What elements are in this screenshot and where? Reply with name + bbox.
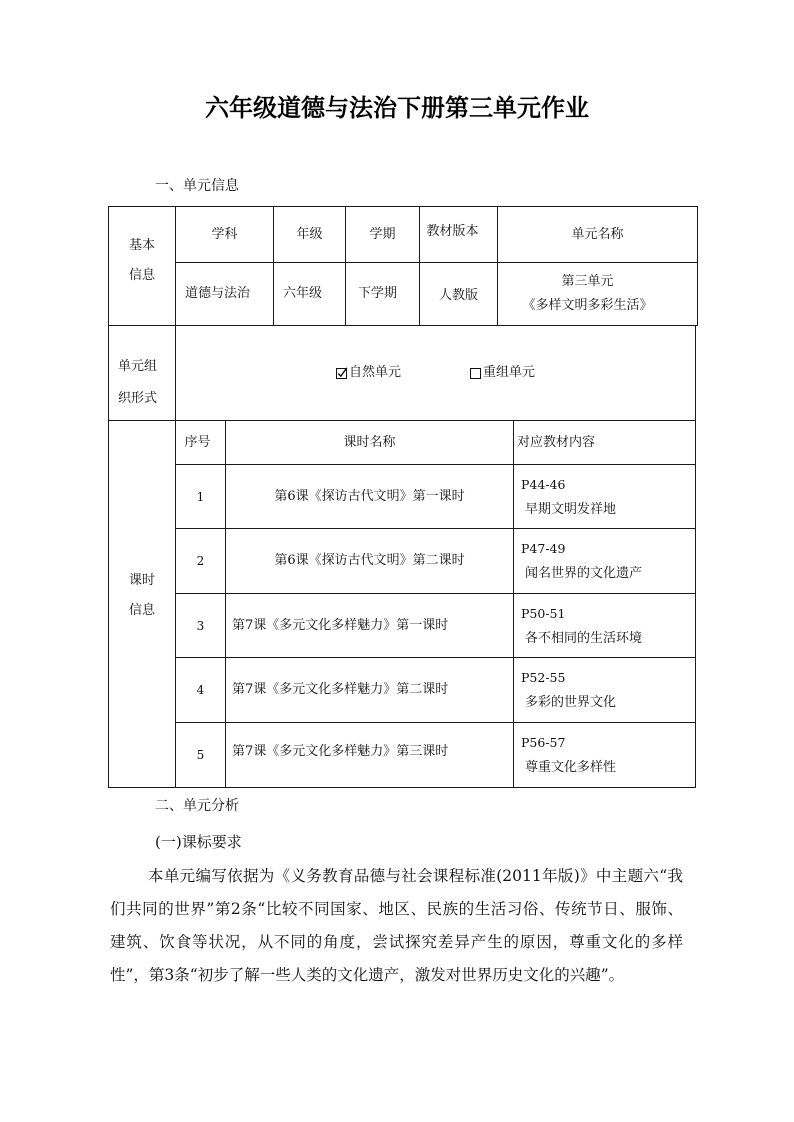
lesson-name: 第7课《多元文化多样魅力》第二课时: [225, 657, 514, 723]
section-heading-unit-analysis: 二、单元分析: [155, 798, 239, 814]
lesson-name: 第7课《多元文化多样魅力》第一课时: [225, 593, 514, 658]
basic-info-label: [108, 206, 176, 326]
header-term: 学期: [345, 206, 420, 263]
option-regrouped-unit: [470, 365, 535, 381]
option-regrouped-unit-label: 重组单元: [483, 365, 536, 380]
lesson-header-content: 对应教材内容: [513, 420, 696, 465]
lesson-content: 闻名世界的文化遗产: [525, 566, 643, 581]
page-title: 六年级道德与法治下册第三单元作业: [205, 94, 589, 122]
curriculum-paragraph: [110, 860, 683, 992]
value-term: 下学期: [345, 262, 420, 326]
value-unit-name: [497, 262, 698, 326]
lesson-textbook-content: [513, 528, 696, 594]
subsection-heading-curriculum-requirements: (一)课标要求: [155, 833, 242, 851]
unit-info-table: [108, 206, 698, 788]
paragraph-line: 建筑、饮食等状况，从不同的角度，尝试探究差异产生的原因，尊重文化的多样: [110, 933, 683, 951]
basic-info-label-line: 基本: [128, 238, 155, 253]
section-heading-unit-info: 一、单元信息: [155, 178, 239, 194]
paragraph-line: 们共同的世界”第2条“比较不同国家、地区、民族的生活习俗、传统节日、服饰、: [110, 900, 683, 918]
lesson-textbook-content: [513, 593, 696, 658]
option-natural-unit-label: 自然单元: [348, 365, 401, 380]
lesson-name: 第6课《探访古代文明》第二课时: [225, 528, 514, 594]
lesson-textbook-content: [513, 464, 696, 529]
lesson-textbook-content: [513, 657, 696, 723]
unit-name-line: 《多样文明多彩生活》: [522, 298, 653, 313]
lesson-row: [175, 593, 696, 658]
lesson-pages: P47-49: [521, 541, 566, 556]
unit-name-line: 第三单元: [561, 274, 614, 289]
lesson-no: 5: [175, 722, 226, 788]
lesson-content: 早期文明发祥地: [525, 501, 617, 517]
lesson-row: [175, 722, 696, 788]
lesson-no: 2: [175, 528, 226, 594]
paragraph-line: 性”，第3条“初步了解一些人类的文化遗产，激发对世界历史文化的兴趣”。: [110, 966, 625, 984]
lesson-no: 1: [175, 464, 226, 529]
value-grade: 六年级: [273, 262, 346, 326]
lesson-textbook-content: [513, 722, 696, 788]
lesson-header-no: 序号: [175, 420, 226, 465]
lesson-pages: P52-55: [521, 670, 566, 685]
option-natural-unit: [336, 365, 401, 381]
lesson-pages: P56-57: [521, 735, 566, 750]
lesson-pages: P44-46: [521, 476, 566, 492]
checked-box-icon: [336, 367, 348, 379]
lesson-row: [175, 464, 696, 529]
header-subject: 学科: [175, 206, 274, 263]
unit-organization-label-line: 单元组: [118, 358, 158, 374]
lesson-row: [175, 528, 696, 594]
lesson-no: 3: [175, 593, 226, 658]
lesson-pages: P50-51: [521, 605, 566, 621]
lesson-name: 第7课《多元文化多样魅力》第三课时: [225, 722, 514, 788]
unit-organization-label: [108, 325, 176, 421]
lesson-info-label-line: 信息: [128, 602, 155, 618]
lesson-content: 尊重文化多样性: [525, 760, 617, 775]
lesson-no: 4: [175, 657, 226, 723]
paragraph-line: 本单元编写依据为《义务教育品德与社会课程标准(2011年版)》中主题六“我: [148, 867, 683, 885]
unit-organization-label-line: 织形式: [118, 390, 158, 406]
header-textbook-edition: 教材版本: [419, 206, 498, 263]
header-grade: 年级: [273, 206, 346, 263]
check-mark: [338, 368, 347, 376]
header-unit-name: 单元名称: [497, 206, 698, 263]
lesson-content: 多彩的世界文化: [525, 695, 617, 710]
lesson-content: 各不相同的生活环境: [525, 630, 643, 646]
value-textbook-edition: 人教版: [419, 262, 498, 326]
lesson-row: [175, 657, 696, 723]
lesson-header-name: 课时名称: [225, 420, 514, 465]
lesson-info-label: [108, 420, 176, 788]
unit-organization-options: [175, 325, 696, 421]
unchecked-box-icon: [470, 367, 482, 379]
lesson-header-row: [175, 420, 696, 465]
basic-info-label-line: 信息: [128, 268, 155, 283]
value-subject: 道德与法治: [175, 262, 274, 326]
lesson-name: 第6课《探访古代文明》第一课时: [225, 464, 514, 529]
lesson-info-label-line: 课时: [128, 572, 155, 588]
